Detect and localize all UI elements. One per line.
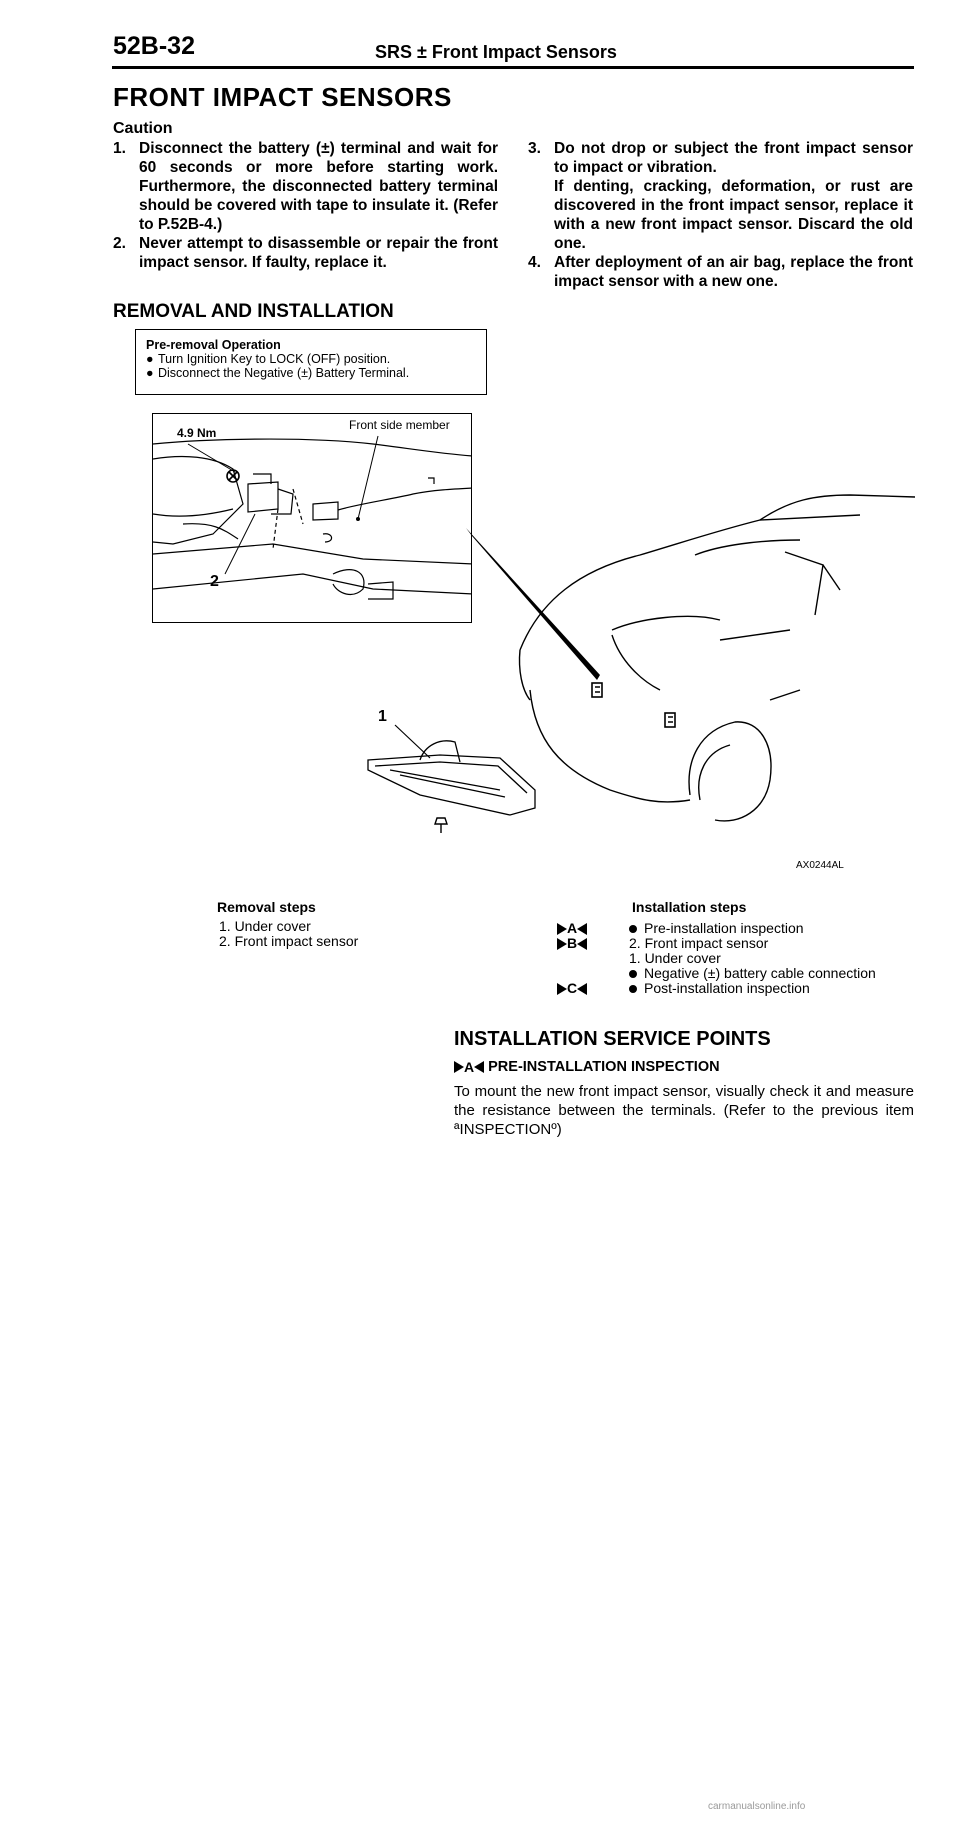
bullet-icon — [629, 985, 637, 993]
installation-steps-list — [557, 921, 917, 996]
arrow-right-icon — [557, 983, 567, 995]
arrow-right-icon — [557, 938, 567, 950]
arrow-right-icon — [557, 923, 567, 935]
caution-item-number: 4. — [528, 254, 541, 271]
service-mark-letter: C — [567, 980, 578, 996]
member-leader — [358, 436, 378, 519]
installation-step-text: 1. Under cover — [629, 950, 721, 966]
removal-step: 1. Under cover — [219, 918, 311, 934]
service-mark-letter: B — [567, 935, 578, 951]
service-mark — [454, 1059, 484, 1075]
bullet-icon — [629, 925, 637, 933]
service-point-subheading — [454, 1059, 720, 1075]
page-title: FRONT IMPACT SENSORS — [113, 82, 452, 112]
bolt-icon — [435, 818, 447, 833]
service-points-heading: INSTALLATION SERVICE POINTS — [454, 1028, 771, 1050]
bullet-icon — [629, 970, 637, 978]
leader-wedge — [466, 528, 600, 680]
installation-step — [557, 981, 917, 996]
callout-1: 1 — [378, 708, 387, 725]
caution-item-text: Do not drop or subject the front impact sensor to impact or vibration. — [554, 140, 913, 176]
installation-step-text: Pre-installation inspection — [644, 920, 804, 936]
under-cover-illustration — [368, 741, 535, 815]
pre-removal-item-text: Turn Ignition Key to LOCK (OFF) position. — [158, 352, 391, 366]
figure-code: AX0244AL — [796, 860, 844, 871]
removal-installation-heading: REMOVAL AND INSTALLATION — [113, 301, 394, 322]
service-point-title: PRE-INSTALLATION INSPECTION — [488, 1059, 720, 1075]
removal-steps — [217, 899, 358, 949]
arrow-right-icon — [454, 1061, 464, 1073]
installation-step-text: Post-installation inspection — [644, 980, 810, 996]
watermark: carmanualsonline.info — [708, 1801, 806, 1812]
sensor-detail-drawing — [153, 414, 472, 623]
torque-label: 4.9 Nm — [177, 426, 217, 440]
installation-step — [557, 966, 917, 981]
removal-step: 2. Front impact sensor — [219, 933, 359, 949]
installation-step-text: 2. Front impact sensor — [629, 935, 769, 951]
torque-leader — [188, 444, 235, 472]
arrow-left-icon — [577, 938, 587, 950]
caution-item-text: After deployment of an air bag, replace the front impact sensor with a new one. — [554, 254, 913, 290]
sensor-detail-inset — [152, 413, 472, 623]
service-point-body: To mount the new front impact sensor, visually check it and measure the resistance between the terminals. (Refer to the previous item ªINSPECTIONº) — [454, 1083, 914, 1138]
caution-item-number: 1. — [113, 140, 126, 157]
removal-steps-title: Removal steps — [217, 899, 316, 915]
callout-2-leader — [225, 514, 255, 574]
installation-step — [557, 951, 917, 966]
installation-step-text: Negative (±) battery cable connection — [644, 965, 876, 981]
service-mark-letter: A — [464, 1059, 475, 1075]
installation-step — [557, 936, 917, 951]
removal-steps-list — [217, 919, 358, 949]
arrow-left-icon — [577, 983, 587, 995]
arrow-left-icon — [474, 1061, 484, 1073]
service-mark — [557, 936, 629, 951]
callout-1-leader — [395, 725, 430, 758]
vehicle-illustration — [0, 0, 960, 900]
arrow-left-icon — [577, 923, 587, 935]
caution-item-number: 3. — [528, 140, 541, 157]
caution-item-text-extra: If denting, cracking, deformation, or rust are discovered in the front impact sensor, replace it with a new front impact sensor. Discard the old one. — [554, 178, 913, 252]
sensor-icon — [592, 683, 675, 727]
page-number: 52B-32 — [113, 32, 195, 60]
bullet-icon: ● — [146, 366, 154, 380]
front-side-member-label: Front side member — [349, 418, 450, 432]
caution-item-text: Disconnect the battery (±) terminal and wait for 60 seconds or more before starting work. Furthermore, the disconnected battery terminal should be covered with tape to insulate it. (Refer to P.52B-4.) — [139, 140, 498, 233]
caution-item-number: 2. — [113, 235, 126, 252]
installation-step — [557, 921, 917, 936]
bullet-icon: ● — [146, 352, 154, 366]
caution-item-text: Never attempt to disassemble or repair the front impact sensor. If faulty, replace it. — [139, 235, 498, 271]
pre-removal-item-text: Disconnect the Negative (±) Battery Terminal. — [158, 366, 410, 380]
service-mark-letter: A — [567, 920, 578, 936]
caution-title: Caution — [113, 120, 173, 137]
pre-removal-title: Pre-removal Operation — [146, 338, 281, 352]
installation-steps-title: Installation steps — [632, 899, 747, 915]
callout-2: 2 — [210, 573, 219, 590]
service-mark — [557, 921, 629, 936]
bolt-icon — [227, 470, 239, 482]
service-mark — [557, 981, 629, 996]
section-title: SRS ± Front Impact Sensors — [375, 42, 617, 62]
